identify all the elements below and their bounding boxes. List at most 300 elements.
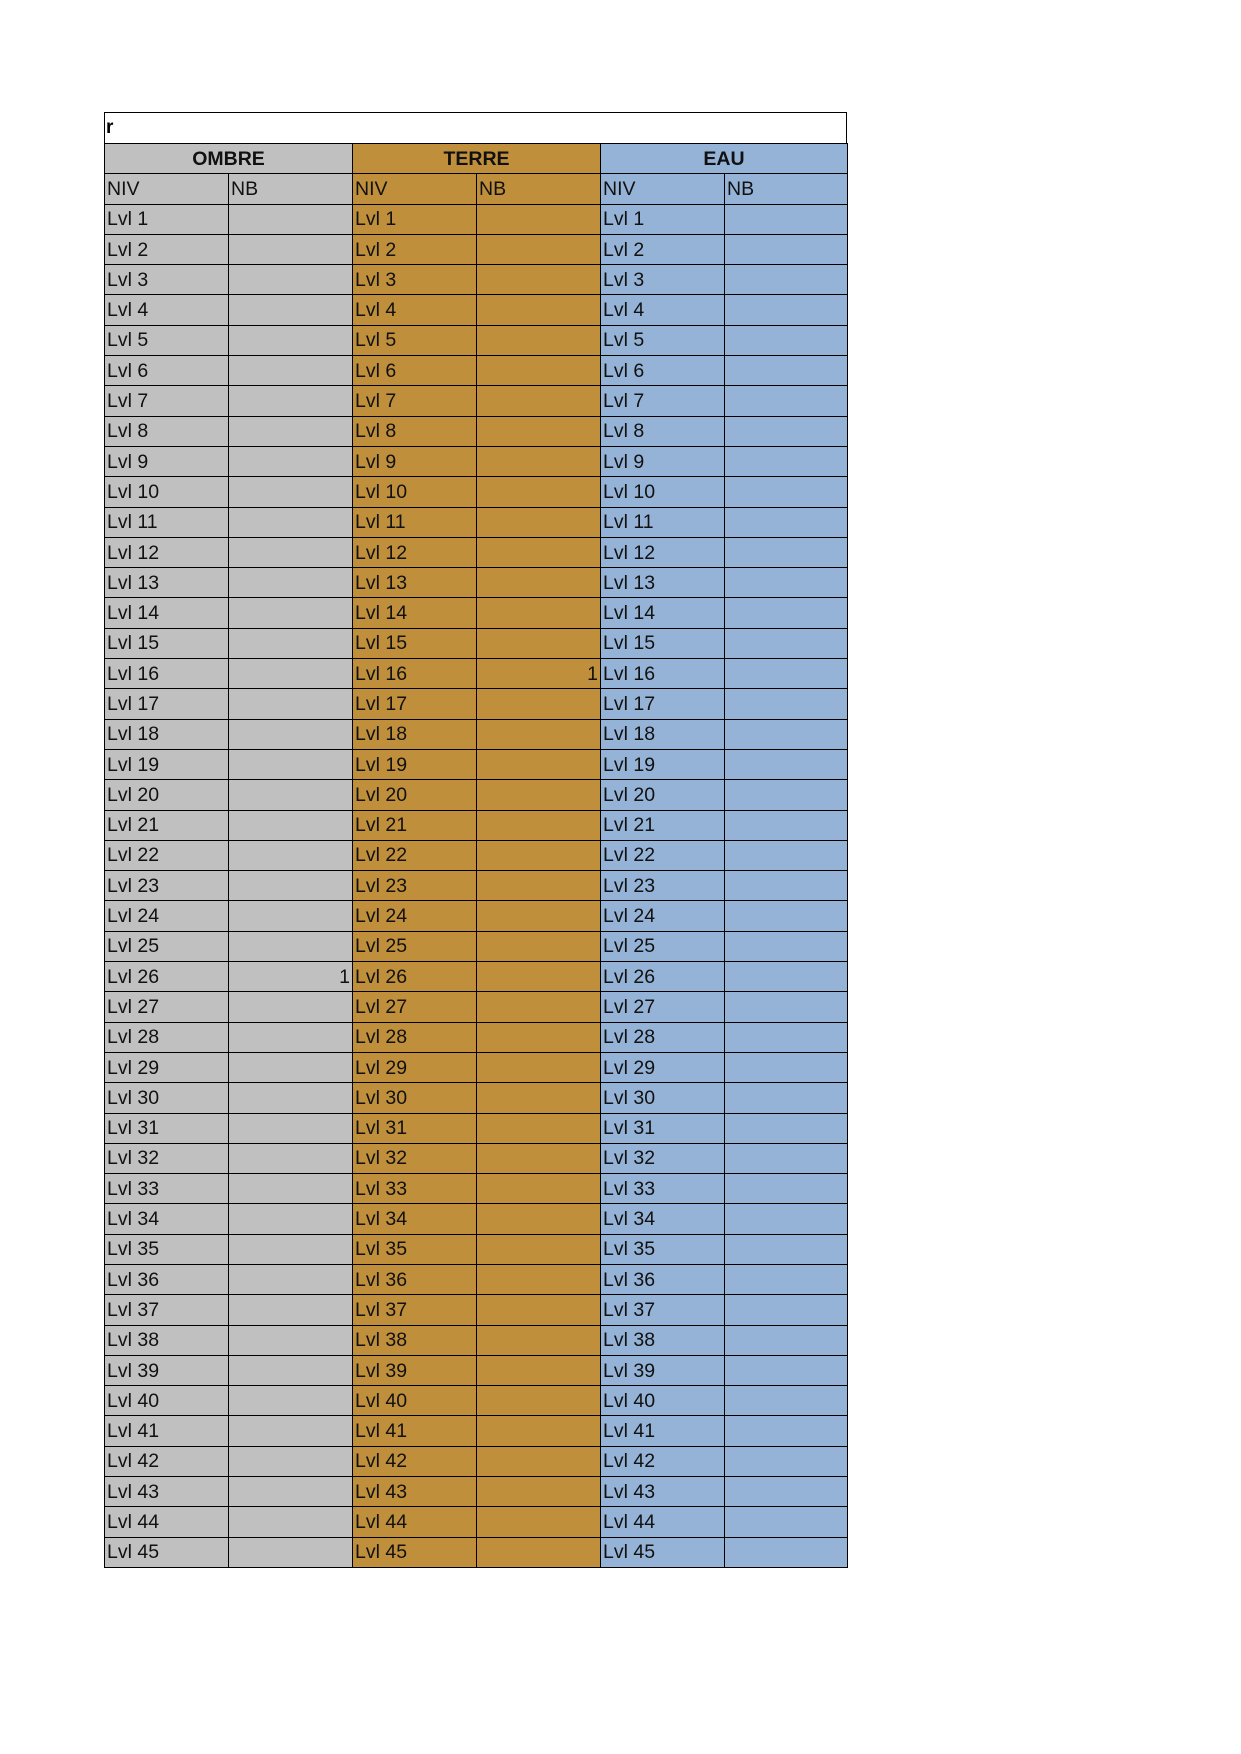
level-cell-terre[interactable]: Lvl 39 <box>353 1355 477 1385</box>
nb-cell-eau[interactable] <box>725 1204 848 1234</box>
nb-cell-terre[interactable] <box>477 1295 601 1325</box>
nb-cell-ombre[interactable] <box>229 749 353 779</box>
level-cell-terre[interactable]: Lvl 5 <box>353 325 477 355</box>
level-cell-terre[interactable]: Lvl 13 <box>353 568 477 598</box>
nb-cell-ombre[interactable] <box>229 295 353 325</box>
level-cell-ombre[interactable]: Lvl 1 <box>105 204 229 234</box>
level-cell-ombre[interactable]: Lvl 23 <box>105 871 229 901</box>
level-cell-ombre[interactable]: Lvl 16 <box>105 659 229 689</box>
table-row <box>105 1295 848 1325</box>
nb-cell-eau[interactable] <box>725 1264 848 1294</box>
nb-cell-ombre[interactable] <box>229 901 353 931</box>
nb-header-terre[interactable]: NB <box>477 174 601 204</box>
table-row <box>105 749 848 779</box>
group-header-row <box>105 144 848 174</box>
level-cell-terre[interactable]: Lvl 32 <box>353 1143 477 1173</box>
nb-cell-terre[interactable] <box>477 810 601 840</box>
nb-cell-eau[interactable] <box>725 840 848 870</box>
nb-cell-ombre[interactable] <box>229 992 353 1022</box>
level-cell-ombre[interactable]: Lvl 3 <box>105 265 229 295</box>
nb-cell-eau[interactable] <box>725 234 848 264</box>
level-cell-eau[interactable]: Lvl 2 <box>601 234 725 264</box>
nb-cell-eau[interactable] <box>725 265 848 295</box>
level-cell-eau[interactable]: Lvl 34 <box>601 1204 725 1234</box>
level-cell-ombre[interactable]: Lvl 28 <box>105 1022 229 1052</box>
level-cell-terre[interactable]: Lvl 28 <box>353 1022 477 1052</box>
nb-cell-ombre[interactable] <box>229 386 353 416</box>
nb-cell-terre[interactable] <box>477 992 601 1022</box>
nb-cell-eau[interactable] <box>725 386 848 416</box>
level-cell-ombre[interactable]: Lvl 12 <box>105 537 229 567</box>
level-cell-ombre[interactable]: Lvl 25 <box>105 931 229 961</box>
nb-cell-terre[interactable] <box>477 931 601 961</box>
level-cell-eau[interactable]: Lvl 35 <box>601 1234 725 1264</box>
level-cell-eau[interactable]: Lvl 16 <box>601 659 725 689</box>
nb-cell-eau[interactable] <box>725 962 848 992</box>
group-header-terre[interactable]: TERRE <box>353 144 601 174</box>
level-cell-terre[interactable]: Lvl 23 <box>353 871 477 901</box>
level-cell-terre[interactable]: Lvl 43 <box>353 1477 477 1507</box>
level-cell-terre[interactable]: Lvl 37 <box>353 1295 477 1325</box>
level-cell-eau[interactable]: Lvl 28 <box>601 1022 725 1052</box>
level-cell-ombre[interactable]: Lvl 19 <box>105 749 229 779</box>
nb-cell-ombre[interactable] <box>229 1052 353 1082</box>
nb-cell-terre[interactable] <box>477 295 601 325</box>
nb-cell-terre[interactable] <box>477 901 601 931</box>
nb-cell-terre[interactable] <box>477 386 601 416</box>
level-cell-eau[interactable]: Lvl 30 <box>601 1083 725 1113</box>
level-cell-eau[interactable]: Lvl 25 <box>601 931 725 961</box>
title-cell[interactable]: r <box>104 112 847 143</box>
level-cell-terre[interactable]: Lvl 21 <box>353 810 477 840</box>
level-cell-ombre[interactable]: Lvl 8 <box>105 416 229 446</box>
nb-cell-eau[interactable] <box>725 568 848 598</box>
nb-cell-ombre[interactable] <box>229 477 353 507</box>
nb-cell-terre[interactable] <box>477 1083 601 1113</box>
nb-cell-ombre[interactable] <box>229 325 353 355</box>
niv-header-ombre[interactable]: NIV <box>105 174 229 204</box>
level-cell-ombre[interactable]: Lvl 5 <box>105 325 229 355</box>
nb-cell-ombre[interactable] <box>229 1325 353 1355</box>
level-cell-terre[interactable]: Lvl 12 <box>353 537 477 567</box>
nb-cell-terre[interactable] <box>477 1052 601 1082</box>
nb-cell-eau[interactable] <box>725 749 848 779</box>
table-row <box>105 719 848 749</box>
nb-cell-terre[interactable] <box>477 1022 601 1052</box>
nb-cell-eau[interactable] <box>725 719 848 749</box>
nb-cell-terre[interactable] <box>477 1204 601 1234</box>
nb-cell-ombre[interactable] <box>229 1264 353 1294</box>
nb-cell-eau[interactable] <box>725 477 848 507</box>
level-cell-terre[interactable]: Lvl 10 <box>353 477 477 507</box>
nb-cell-terre[interactable] <box>477 1507 601 1537</box>
group-header-eau[interactable]: EAU <box>601 144 848 174</box>
level-cell-eau[interactable]: Lvl 7 <box>601 386 725 416</box>
nb-cell-eau[interactable] <box>725 1477 848 1507</box>
level-cell-terre[interactable]: Lvl 15 <box>353 628 477 658</box>
sub-header-row <box>105 174 848 204</box>
nb-cell-eau[interactable] <box>725 204 848 234</box>
nb-cell-ombre[interactable] <box>229 446 353 476</box>
level-cell-eau[interactable]: Lvl 20 <box>601 780 725 810</box>
nb-cell-ombre[interactable] <box>229 1537 353 1567</box>
nb-cell-eau[interactable] <box>725 1022 848 1052</box>
table-row <box>105 1446 848 1476</box>
nb-cell-ombre[interactable] <box>229 1083 353 1113</box>
level-cell-terre[interactable]: Lvl 44 <box>353 1507 477 1537</box>
nb-cell-ombre[interactable] <box>229 1416 353 1446</box>
level-cell-ombre[interactable]: Lvl 43 <box>105 1477 229 1507</box>
nb-cell-terre[interactable] <box>477 1446 601 1476</box>
table-row <box>105 386 848 416</box>
level-cell-eau[interactable]: Lvl 15 <box>601 628 725 658</box>
level-cell-terre[interactable]: Lvl 19 <box>353 749 477 779</box>
level-cell-ombre[interactable]: Lvl 31 <box>105 1113 229 1143</box>
nb-cell-eau[interactable] <box>725 780 848 810</box>
level-cell-eau[interactable]: Lvl 36 <box>601 1264 725 1294</box>
level-cell-ombre[interactable]: Lvl 34 <box>105 1204 229 1234</box>
level-cell-ombre[interactable]: Lvl 21 <box>105 810 229 840</box>
level-cell-terre[interactable]: Lvl 33 <box>353 1174 477 1204</box>
level-cell-ombre[interactable]: Lvl 30 <box>105 1083 229 1113</box>
table-row <box>105 659 848 689</box>
level-cell-ombre[interactable]: Lvl 32 <box>105 1143 229 1173</box>
nb-cell-ombre[interactable]: 1 <box>229 962 353 992</box>
level-cell-eau[interactable]: Lvl 40 <box>601 1386 725 1416</box>
level-cell-eau[interactable]: Lvl 17 <box>601 689 725 719</box>
nb-cell-eau[interactable] <box>725 689 848 719</box>
nb-cell-eau[interactable] <box>725 810 848 840</box>
level-cell-eau[interactable]: Lvl 3 <box>601 265 725 295</box>
nb-cell-terre[interactable] <box>477 1416 601 1446</box>
level-cell-ombre[interactable]: Lvl 4 <box>105 295 229 325</box>
nb-cell-terre[interactable] <box>477 1355 601 1385</box>
nb-cell-eau[interactable] <box>725 295 848 325</box>
level-cell-eau[interactable]: Lvl 13 <box>601 568 725 598</box>
nb-cell-terre[interactable] <box>477 325 601 355</box>
nb-cell-terre[interactable] <box>477 477 601 507</box>
level-cell-ombre[interactable]: Lvl 38 <box>105 1325 229 1355</box>
level-cell-terre[interactable]: Lvl 8 <box>353 416 477 446</box>
nb-cell-terre[interactable] <box>477 719 601 749</box>
level-cell-eau[interactable]: Lvl 41 <box>601 1416 725 1446</box>
nb-cell-ombre[interactable] <box>229 810 353 840</box>
level-cell-terre[interactable]: Lvl 16 <box>353 659 477 689</box>
nb-cell-eau[interactable] <box>725 537 848 567</box>
level-cell-terre[interactable]: Lvl 30 <box>353 1083 477 1113</box>
nb-cell-eau[interactable] <box>725 598 848 628</box>
level-cell-ombre[interactable]: Lvl 22 <box>105 840 229 870</box>
nb-cell-terre[interactable] <box>477 840 601 870</box>
nb-cell-ombre[interactable] <box>229 840 353 870</box>
table-body <box>105 204 848 1567</box>
level-cell-terre[interactable]: Lvl 9 <box>353 446 477 476</box>
level-cell-eau[interactable]: Lvl 38 <box>601 1325 725 1355</box>
nb-cell-eau[interactable] <box>725 1083 848 1113</box>
level-cell-terre[interactable]: Lvl 18 <box>353 719 477 749</box>
level-cell-terre[interactable]: Lvl 17 <box>353 689 477 719</box>
table-row <box>105 1386 848 1416</box>
level-cell-eau[interactable]: Lvl 45 <box>601 1537 725 1567</box>
nb-cell-terre[interactable] <box>477 628 601 658</box>
level-cell-eau[interactable]: Lvl 21 <box>601 810 725 840</box>
nb-cell-eau[interactable] <box>725 416 848 446</box>
nb-cell-terre[interactable] <box>477 1174 601 1204</box>
nb-cell-eau[interactable] <box>725 992 848 1022</box>
level-cell-eau[interactable]: Lvl 9 <box>601 446 725 476</box>
table-row <box>105 1537 848 1567</box>
nb-cell-ombre[interactable] <box>229 265 353 295</box>
nb-cell-ombre[interactable] <box>229 719 353 749</box>
level-cell-eau[interactable]: Lvl 6 <box>601 356 725 386</box>
level-cell-terre[interactable]: Lvl 24 <box>353 901 477 931</box>
level-cell-eau[interactable]: Lvl 23 <box>601 871 725 901</box>
level-cell-eau[interactable]: Lvl 29 <box>601 1052 725 1082</box>
level-cell-terre[interactable]: Lvl 7 <box>353 386 477 416</box>
level-cell-terre[interactable]: Lvl 1 <box>353 204 477 234</box>
nb-cell-terre[interactable] <box>477 1386 601 1416</box>
nb-cell-ombre[interactable] <box>229 537 353 567</box>
level-cell-terre[interactable]: Lvl 2 <box>353 234 477 264</box>
level-cell-terre[interactable]: Lvl 3 <box>353 265 477 295</box>
nb-cell-terre[interactable] <box>477 871 601 901</box>
nb-cell-terre[interactable] <box>477 416 601 446</box>
nb-cell-ombre[interactable] <box>229 1477 353 1507</box>
nb-cell-terre[interactable] <box>477 780 601 810</box>
table-row <box>105 1325 848 1355</box>
level-cell-ombre[interactable]: Lvl 44 <box>105 1507 229 1537</box>
level-cell-ombre[interactable]: Lvl 29 <box>105 1052 229 1082</box>
level-cell-eau[interactable]: Lvl 10 <box>601 477 725 507</box>
level-cell-terre[interactable]: Lvl 29 <box>353 1052 477 1082</box>
level-cell-terre[interactable]: Lvl 35 <box>353 1234 477 1264</box>
level-cell-ombre[interactable]: Lvl 42 <box>105 1446 229 1476</box>
level-cell-eau[interactable]: Lvl 11 <box>601 507 725 537</box>
level-cell-terre[interactable]: Lvl 22 <box>353 840 477 870</box>
level-cell-ombre[interactable]: Lvl 17 <box>105 689 229 719</box>
level-cell-ombre[interactable]: Lvl 2 <box>105 234 229 264</box>
level-cell-ombre[interactable]: Lvl 18 <box>105 719 229 749</box>
nb-header-eau[interactable]: NB <box>725 174 848 204</box>
level-cell-terre[interactable]: Lvl 34 <box>353 1204 477 1234</box>
level-cell-ombre[interactable]: Lvl 7 <box>105 386 229 416</box>
nb-cell-eau[interactable] <box>725 1386 848 1416</box>
level-cell-terre[interactable]: Lvl 38 <box>353 1325 477 1355</box>
level-cell-terre[interactable]: Lvl 25 <box>353 931 477 961</box>
table-row <box>105 780 848 810</box>
level-cell-terre[interactable]: Lvl 31 <box>353 1113 477 1143</box>
level-cell-ombre[interactable]: Lvl 41 <box>105 1416 229 1446</box>
level-cell-eau[interactable]: Lvl 5 <box>601 325 725 355</box>
level-cell-terre[interactable]: Lvl 40 <box>353 1386 477 1416</box>
nb-cell-terre[interactable] <box>477 507 601 537</box>
nb-cell-ombre[interactable] <box>229 1234 353 1264</box>
level-cell-ombre[interactable]: Lvl 26 <box>105 962 229 992</box>
level-cell-ombre[interactable]: Lvl 11 <box>105 507 229 537</box>
table-row <box>105 1022 848 1052</box>
nb-cell-terre[interactable] <box>477 598 601 628</box>
level-cell-ombre[interactable]: Lvl 37 <box>105 1295 229 1325</box>
nb-cell-terre[interactable] <box>477 537 601 567</box>
nb-cell-ombre[interactable] <box>229 931 353 961</box>
level-cell-eau[interactable]: Lvl 33 <box>601 1174 725 1204</box>
nb-cell-eau[interactable] <box>725 871 848 901</box>
nb-cell-eau[interactable] <box>725 1507 848 1537</box>
nb-cell-ombre[interactable] <box>229 1143 353 1173</box>
nb-cell-eau[interactable] <box>725 1537 848 1567</box>
nb-cell-eau[interactable] <box>725 1143 848 1173</box>
level-cell-eau[interactable]: Lvl 22 <box>601 840 725 870</box>
level-cell-terre[interactable]: Lvl 41 <box>353 1416 477 1446</box>
niv-header-terre[interactable]: NIV <box>353 174 477 204</box>
nb-cell-terre[interactable] <box>477 962 601 992</box>
nb-cell-terre[interactable] <box>477 1537 601 1567</box>
nb-cell-terre[interactable]: 1 <box>477 659 601 689</box>
level-cell-ombre[interactable]: Lvl 6 <box>105 356 229 386</box>
level-cell-ombre[interactable]: Lvl 15 <box>105 628 229 658</box>
level-cell-eau[interactable]: Lvl 32 <box>601 1143 725 1173</box>
level-cell-eau[interactable]: Lvl 8 <box>601 416 725 446</box>
nb-cell-terre[interactable] <box>477 204 601 234</box>
nb-cell-ombre[interactable] <box>229 871 353 901</box>
table-row <box>105 1174 848 1204</box>
table-row <box>105 1052 848 1082</box>
nb-cell-eau[interactable] <box>725 507 848 537</box>
level-cell-eau[interactable]: Lvl 43 <box>601 1477 725 1507</box>
nb-cell-ombre[interactable] <box>229 1022 353 1052</box>
nb-cell-terre[interactable] <box>477 689 601 719</box>
level-cell-eau[interactable]: Lvl 37 <box>601 1295 725 1325</box>
nb-cell-ombre[interactable] <box>229 598 353 628</box>
nb-cell-terre[interactable] <box>477 1234 601 1264</box>
nb-cell-ombre[interactable] <box>229 628 353 658</box>
nb-cell-eau[interactable] <box>725 1052 848 1082</box>
nb-cell-ombre[interactable] <box>229 1446 353 1476</box>
level-cell-terre[interactable]: Lvl 11 <box>353 507 477 537</box>
nb-cell-eau[interactable] <box>725 1416 848 1446</box>
nb-cell-ombre[interactable] <box>229 1386 353 1416</box>
nb-cell-eau[interactable] <box>725 628 848 658</box>
level-cell-terre[interactable]: Lvl 4 <box>353 295 477 325</box>
level-cell-eau[interactable]: Lvl 19 <box>601 749 725 779</box>
nb-cell-ombre[interactable] <box>229 234 353 264</box>
level-cell-eau[interactable]: Lvl 27 <box>601 992 725 1022</box>
nb-cell-ombre[interactable] <box>229 1204 353 1234</box>
level-cell-ombre[interactable]: Lvl 14 <box>105 598 229 628</box>
level-cell-terre[interactable]: Lvl 36 <box>353 1264 477 1294</box>
level-cell-eau[interactable]: Lvl 44 <box>601 1507 725 1537</box>
nb-cell-terre[interactable] <box>477 265 601 295</box>
level-cell-eau[interactable]: Lvl 24 <box>601 901 725 931</box>
nb-cell-terre[interactable] <box>477 1477 601 1507</box>
nb-cell-eau[interactable] <box>725 356 848 386</box>
level-cell-ombre[interactable]: Lvl 10 <box>105 477 229 507</box>
niv-header-eau[interactable]: NIV <box>601 174 725 204</box>
nb-cell-eau[interactable] <box>725 931 848 961</box>
nb-cell-terre[interactable] <box>477 1264 601 1294</box>
table-row <box>105 1477 848 1507</box>
nb-cell-eau[interactable] <box>725 1174 848 1204</box>
level-cell-eau[interactable]: Lvl 4 <box>601 295 725 325</box>
level-cell-eau[interactable]: Lvl 14 <box>601 598 725 628</box>
nb-cell-eau[interactable] <box>725 659 848 689</box>
level-cell-eau[interactable]: Lvl 18 <box>601 719 725 749</box>
level-cell-ombre[interactable]: Lvl 20 <box>105 780 229 810</box>
level-cell-eau[interactable]: Lvl 42 <box>601 1446 725 1476</box>
nb-cell-eau[interactable] <box>725 1446 848 1476</box>
level-cell-eau[interactable]: Lvl 12 <box>601 537 725 567</box>
nb-cell-terre[interactable] <box>477 1325 601 1355</box>
level-cell-ombre[interactable]: Lvl 40 <box>105 1386 229 1416</box>
level-cell-terre[interactable]: Lvl 26 <box>353 962 477 992</box>
nb-cell-terre[interactable] <box>477 749 601 779</box>
nb-cell-ombre[interactable] <box>229 1355 353 1385</box>
nb-cell-ombre[interactable] <box>229 204 353 234</box>
level-cell-eau[interactable]: Lvl 1 <box>601 204 725 234</box>
nb-cell-ombre[interactable] <box>229 568 353 598</box>
level-cell-terre[interactable]: Lvl 20 <box>353 780 477 810</box>
level-cell-ombre[interactable]: Lvl 35 <box>105 1234 229 1264</box>
nb-cell-ombre[interactable] <box>229 1174 353 1204</box>
table-row <box>105 204 848 234</box>
nb-cell-ombre[interactable] <box>229 689 353 719</box>
nb-cell-ombre[interactable] <box>229 1113 353 1143</box>
level-cell-ombre[interactable]: Lvl 33 <box>105 1174 229 1204</box>
level-cell-eau[interactable]: Lvl 39 <box>601 1355 725 1385</box>
nb-header-ombre[interactable]: NB <box>229 174 353 204</box>
nb-cell-terre[interactable] <box>477 1143 601 1173</box>
level-cell-terre[interactable]: Lvl 42 <box>353 1446 477 1476</box>
nb-cell-eau[interactable] <box>725 901 848 931</box>
level-cell-ombre[interactable]: Lvl 45 <box>105 1537 229 1567</box>
table-row <box>105 1264 848 1294</box>
nb-cell-ombre[interactable] <box>229 416 353 446</box>
nb-cell-terre[interactable] <box>477 1113 601 1143</box>
nb-cell-ombre[interactable] <box>229 780 353 810</box>
nb-cell-eau[interactable] <box>725 1295 848 1325</box>
level-cell-ombre[interactable]: Lvl 39 <box>105 1355 229 1385</box>
nb-cell-terre[interactable] <box>477 568 601 598</box>
nb-cell-ombre[interactable] <box>229 1295 353 1325</box>
nb-cell-eau[interactable] <box>725 1355 848 1385</box>
nb-cell-terre[interactable] <box>477 446 601 476</box>
level-cell-ombre[interactable]: Lvl 36 <box>105 1264 229 1294</box>
table-row <box>105 901 848 931</box>
level-cell-eau[interactable]: Lvl 31 <box>601 1113 725 1143</box>
nb-cell-ombre[interactable] <box>229 659 353 689</box>
nb-cell-eau[interactable] <box>725 446 848 476</box>
nb-cell-eau[interactable] <box>725 325 848 355</box>
level-cell-terre[interactable]: Lvl 6 <box>353 356 477 386</box>
nb-cell-ombre[interactable] <box>229 507 353 537</box>
level-cell-ombre[interactable]: Lvl 27 <box>105 992 229 1022</box>
level-cell-eau[interactable]: Lvl 26 <box>601 962 725 992</box>
level-cell-terre[interactable]: Lvl 45 <box>353 1537 477 1567</box>
level-cell-ombre[interactable]: Lvl 24 <box>105 901 229 931</box>
group-header-ombre[interactable]: OMBRE <box>105 144 353 174</box>
nb-cell-eau[interactable] <box>725 1325 848 1355</box>
level-cell-terre[interactable]: Lvl 27 <box>353 992 477 1022</box>
level-cell-terre[interactable]: Lvl 14 <box>353 598 477 628</box>
nb-cell-ombre[interactable] <box>229 356 353 386</box>
nb-cell-eau[interactable] <box>725 1113 848 1143</box>
nb-cell-terre[interactable] <box>477 356 601 386</box>
level-cell-ombre[interactable]: Lvl 9 <box>105 446 229 476</box>
nb-cell-terre[interactable] <box>477 234 601 264</box>
nb-cell-ombre[interactable] <box>229 1507 353 1537</box>
nb-cell-eau[interactable] <box>725 1234 848 1264</box>
level-cell-ombre[interactable]: Lvl 13 <box>105 568 229 598</box>
